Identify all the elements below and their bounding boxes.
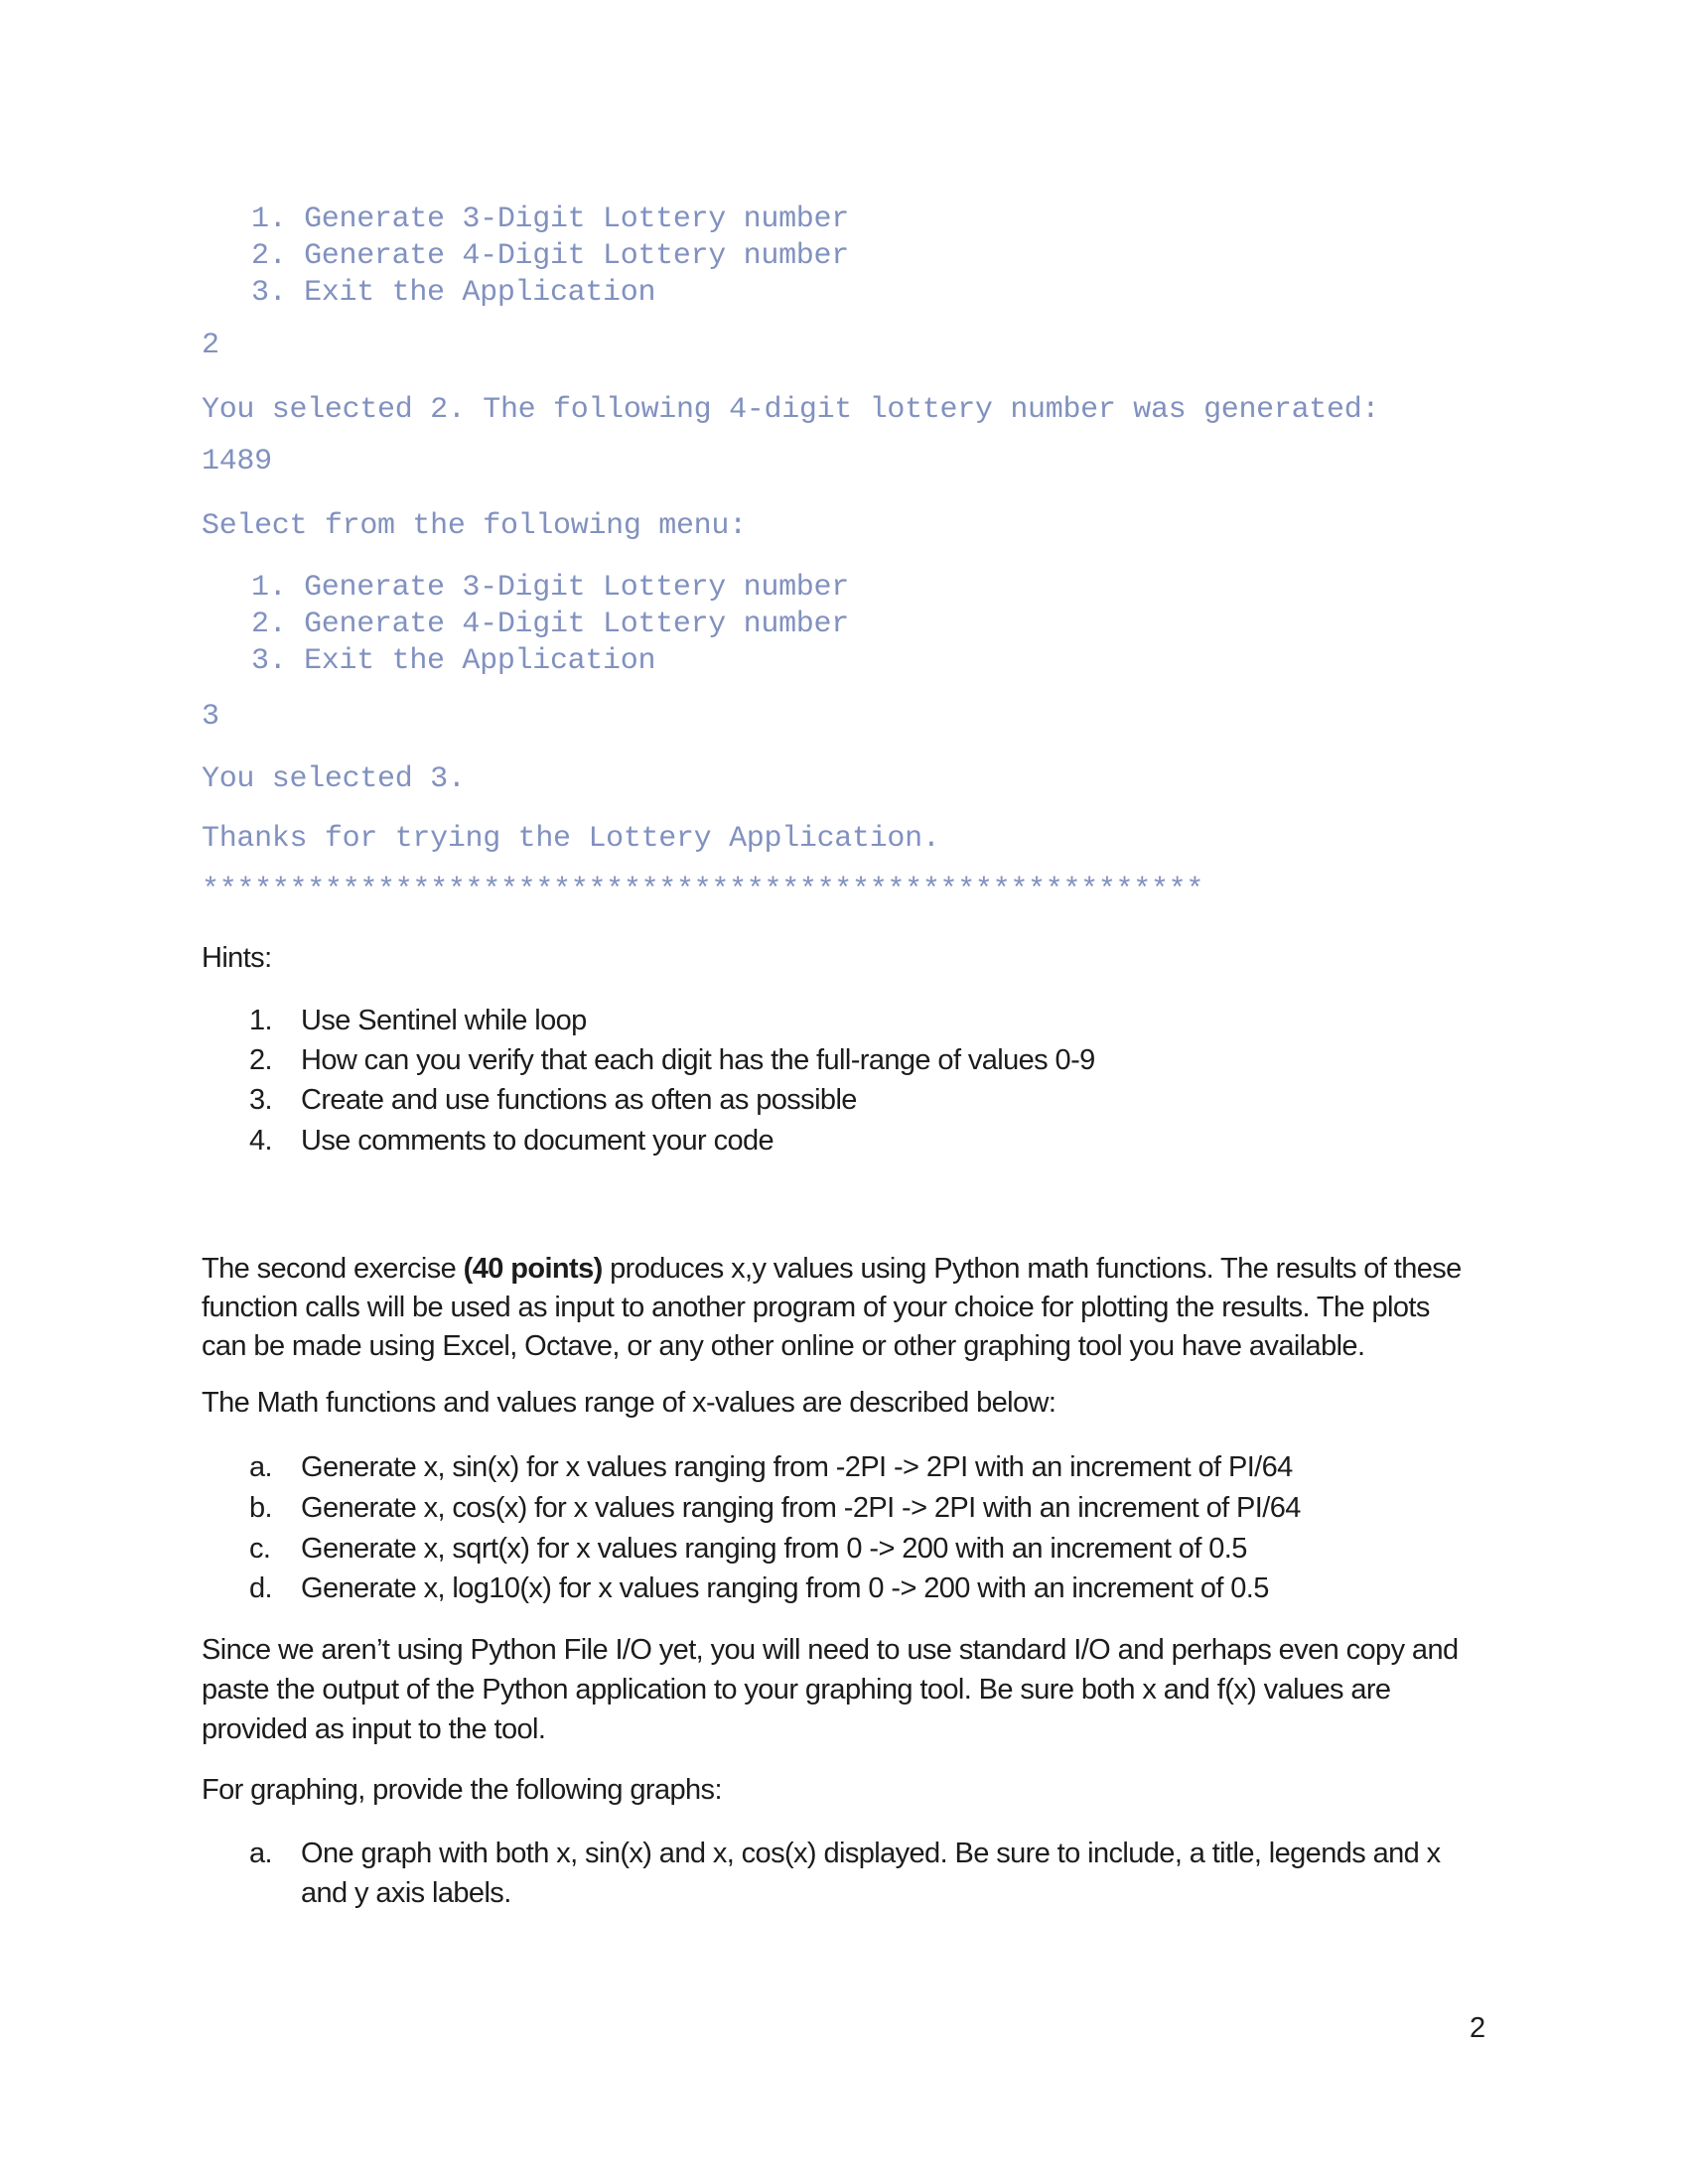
- console-output-line: You selected 2. The following 4-digit lottery number was generated:: [202, 393, 1380, 427]
- hint-item-text: How can you verify that each digit has the full-range of values 0-9: [301, 1044, 1095, 1076]
- hint-item-text: Create and use functions as often as possible: [301, 1084, 857, 1116]
- console-menu-item: 3. Exit the Application: [251, 644, 656, 678]
- math-item-letter: b.: [249, 1492, 272, 1524]
- intro-text: The second exercise: [202, 1253, 464, 1285]
- hint-item-number: 3.: [249, 1084, 272, 1116]
- hint-item-text: Use Sentinel while loop: [301, 1005, 587, 1036]
- graph-item-letter: a.: [249, 1838, 272, 1869]
- math-item-letter: d.: [249, 1572, 272, 1604]
- console-user-input: 2: [202, 329, 219, 362]
- math-item-letter: a.: [249, 1451, 272, 1483]
- hint-item-number: 2.: [249, 1044, 272, 1076]
- exercise2-intro-line: can be made using Excel, Octave, or any other online or other graphing tool you have available.: [202, 1330, 1365, 1362]
- intro-text: produces x,y values using Python math functions. The results of these: [602, 1253, 1462, 1285]
- console-generated-number: 1489: [202, 445, 272, 478]
- console-prompt: Select from the following menu:: [202, 509, 747, 543]
- hint-item-number: 4.: [249, 1125, 272, 1157]
- math-item-text: Generate x, sin(x) for x values ranging from -2PI -> 2PI with an increment of PI/64: [301, 1451, 1293, 1483]
- console-menu-item: 3. Exit the Application: [251, 276, 656, 310]
- console-thanks-line: Thanks for trying the Lottery Application.: [202, 822, 940, 856]
- console-user-input: 3: [202, 700, 219, 734]
- math-item-text: Generate x, log10(x) for x values ranging from 0 -> 200 with an increment of 0.5: [301, 1572, 1269, 1604]
- math-item-text: Generate x, sqrt(x) for x values ranging from 0 -> 200 with an increment of 0.5: [301, 1533, 1247, 1565]
- math-functions-intro: The Math functions and values range of x-values are described below:: [202, 1387, 1056, 1419]
- hint-item-text: Use comments to document your code: [301, 1125, 774, 1157]
- math-item-text: Generate x, cos(x) for x values ranging from -2PI -> 2PI with an increment of PI/64: [301, 1492, 1301, 1524]
- hint-item-number: 1.: [249, 1005, 272, 1036]
- hints-heading: Hints:: [202, 942, 272, 974]
- points-bold-text: (40 points): [463, 1253, 603, 1285]
- graph-item-text: and y axis labels.: [301, 1877, 511, 1909]
- console-menu-item: 2. Generate 4-Digit Lottery number: [251, 608, 849, 641]
- io-para-line: paste the output of the Python application to your graphing tool. Be sure both x and f(x) values are: [202, 1674, 1391, 1706]
- exercise2-intro-line: [202, 1249, 1462, 1289]
- graph-item-text: One graph with both x, sin(x) and x, cos(x) displayed. Be sure to include, a title, legends and x: [301, 1838, 1441, 1869]
- graphs-intro: For graphing, provide the following graphs:: [202, 1774, 722, 1806]
- page-number: 2: [1470, 2012, 1486, 2044]
- console-separator-line: *********************************************************: [202, 874, 1204, 907]
- console-menu-item: 1. Generate 3-Digit Lottery number: [251, 203, 849, 236]
- math-item-letter: c.: [249, 1533, 271, 1565]
- io-para-line: Since we aren’t using Python File I/O yet, you will need to use standard I/O and perhaps even copy and: [202, 1634, 1459, 1666]
- console-output-line: You selected 3.: [202, 762, 466, 796]
- io-para-line: provided as input to the tool.: [202, 1713, 546, 1745]
- console-menu-item: 1. Generate 3-Digit Lottery number: [251, 571, 849, 605]
- console-menu-item: 2. Generate 4-Digit Lottery number: [251, 239, 849, 273]
- exercise2-intro-line: function calls will be used as input to another program of your choice for plotting the results. The plots: [202, 1292, 1430, 1323]
